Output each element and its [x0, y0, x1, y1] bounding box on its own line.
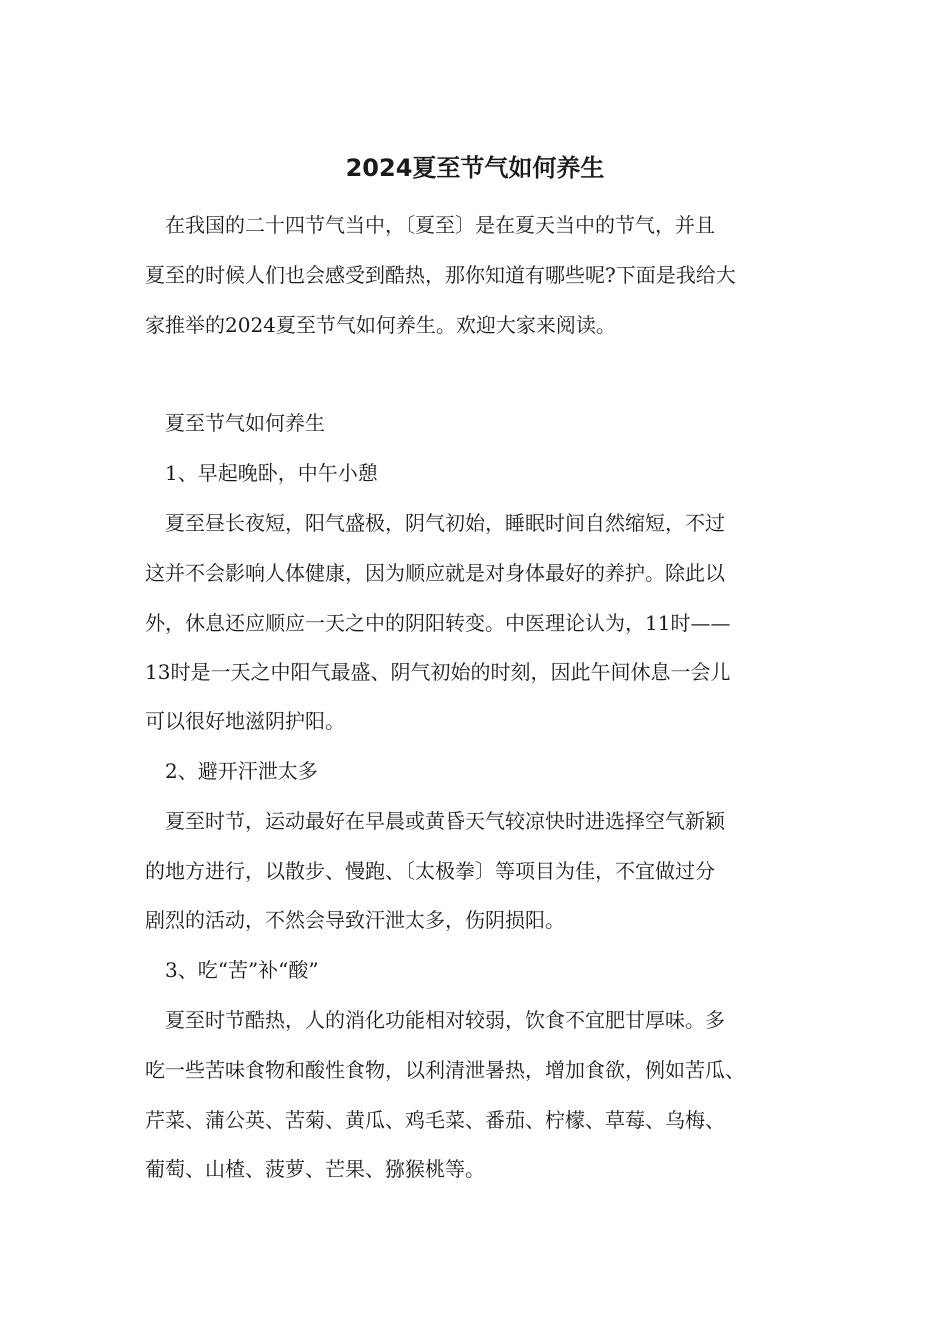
paragraph-line: 夏至时节酷热，人的消化功能相对较弱，饮食不宜肥甘厚味。多: [165, 1008, 725, 1032]
paragraph-line: 夏至时节，运动最好在早晨或黄昏天气较凉快时进选择空气新颖: [165, 809, 725, 833]
paragraph-line: 葡萄、山楂、菠萝、芒果、猕猴桃等。: [145, 1157, 485, 1181]
document-title: 2024夏至节气如何养生: [345, 154, 605, 182]
item-heading: 1、早起晚卧，中午小憩: [165, 461, 378, 485]
intro-line: 夏至的时候人们也会感受到酷热，那你知道有哪些呢?下面是我给大: [145, 263, 736, 287]
item-heading: 3、吃“苦”补“酸”: [165, 958, 319, 982]
intro-line: 家推举的2024夏至节气如何养生。欢迎大家来阅读。: [145, 313, 616, 337]
paragraph-line: 的地方进行，以散步、慢跑、〔太极拳〕等项目为佳，不宜做过分: [145, 859, 715, 883]
paragraph-line: 外，休息还应顺应一天之中的阴阳转变。中医理论认为，11时——: [145, 611, 731, 635]
paragraph-line: 剧烈的活动，不然会导致汗泄太多，伤阴损阳。: [145, 908, 565, 932]
intro-line: 在我国的二十四节气当中，〔夏至〕是在夏天当中的节气，并且: [165, 213, 715, 237]
paragraph-line: 可以很好地滋阴护阳。: [145, 709, 345, 733]
paragraph-line: 夏至昼长夜短，阳气盛极，阴气初始，睡眠时间自然缩短，不过: [165, 511, 725, 535]
paragraph-line: 这并不会影响人体健康，因为顺应就是对身体最好的养护。除此以: [145, 561, 725, 585]
paragraph-line: 13时是一天之中阳气最盛、阴气初始的时刻，因此午间休息一会儿: [145, 660, 731, 684]
section-heading: 夏至节气如何养生: [165, 411, 325, 435]
paragraph-line: 吃一些苦味食物和酸性食物，以利清泄暑热，增加食欲，例如苦瓜、: [145, 1058, 745, 1082]
item-heading: 2、避开汗泄太多: [165, 759, 318, 783]
paragraph-line: 芹菜、蒲公英、苦菊、黄瓜、鸡毛菜、番茄、柠檬、草莓、乌梅、: [145, 1108, 725, 1132]
